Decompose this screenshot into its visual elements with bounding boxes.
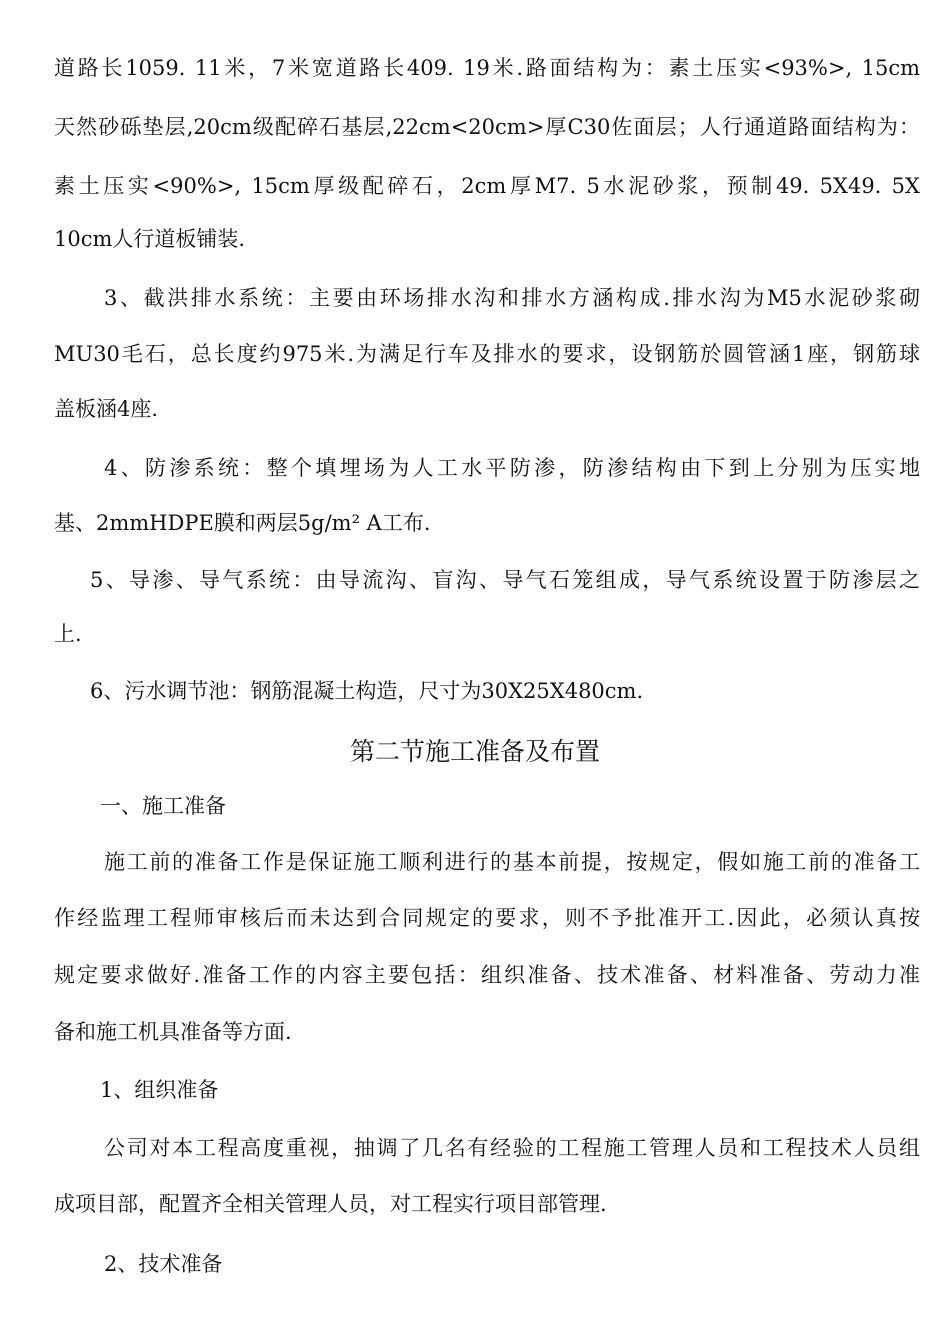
- section-heading: 第二节施工准备及布置: [349, 737, 600, 766]
- text-line-2: 天然砂砾垫层,20cm级配碎石基层,22cm<20cm>厚C30佐面层；人行通道路面结构为：: [54, 115, 920, 139]
- para-1-line-2: 作经监理工程师审核后而未达到合同规定的要求，则不予批准开工.因此，必须认真按: [54, 906, 920, 930]
- item-5-line-2: 上.: [54, 622, 82, 646]
- para-2-line-2: 成项目部，配置齐全相关管理人员，对工程实行项目部管理.: [54, 1192, 607, 1216]
- item-3-line-1: 3、截洪排水系统：主要由环场排水沟和排水方涵构成.排水沟为M5水泥砂浆砌: [104, 286, 920, 310]
- item-4-line-2: 基、2mmHDPE膜和两层5g/m² A工布.: [54, 511, 431, 535]
- item-4-line-1: 4、防渗系统：整个填埋场为人工水平防渗，防渗结构由下到上分别为压实地: [104, 456, 920, 480]
- para-1-line-1: 施工前的准备工作是保证施工顺利进行的基本前提，按规定，假如施工前的准备工: [104, 850, 920, 874]
- subheading-technical: 2、技术准备: [104, 1252, 223, 1276]
- item-5-line-1: 5、导渗、导气系统：由导流沟、盲沟、导气石笼组成，导气系统设置于防渗层之: [90, 568, 920, 592]
- text-line-1: 道路长1059. 11米，7米宽道路长409. 19米.路面结构为：素土压实<93%>, 15cm: [54, 56, 920, 80]
- item-3-line-2: MU30毛石，总长度约975米.为满足行车及排水的要求，设钢筋於圆管涵1座，钢筋球: [54, 342, 920, 366]
- text-line-4: 10cm人行道板铺装.: [54, 227, 246, 251]
- item-6-line-1: 6、污水调节池：钢筋混凝土构造，尺寸为30X25X480cm.: [90, 679, 644, 703]
- subheading-construction-preparation: 一、施工准备: [100, 794, 226, 818]
- subheading-organization: 1、组织准备: [100, 1078, 219, 1102]
- para-1-line-3: 规定要求做好.准备工作的内容主要包括：组织准备、技术准备、材料准备、劳动力准: [54, 963, 920, 987]
- item-3-line-3: 盖板涵4座.: [54, 397, 159, 421]
- para-2-line-1: 公司对本工程高度重视，抽调了几名有经验的工程施工管理人员和工程技术人员组: [104, 1136, 920, 1160]
- para-1-line-4: 备和施工机具准备等方面.: [54, 1020, 292, 1044]
- text-line-3: 素土压实<90%>, 15cm厚级配碎石，2cm厚M7. 5水泥砂浆，预制49. 5X49. 5X: [54, 174, 920, 198]
